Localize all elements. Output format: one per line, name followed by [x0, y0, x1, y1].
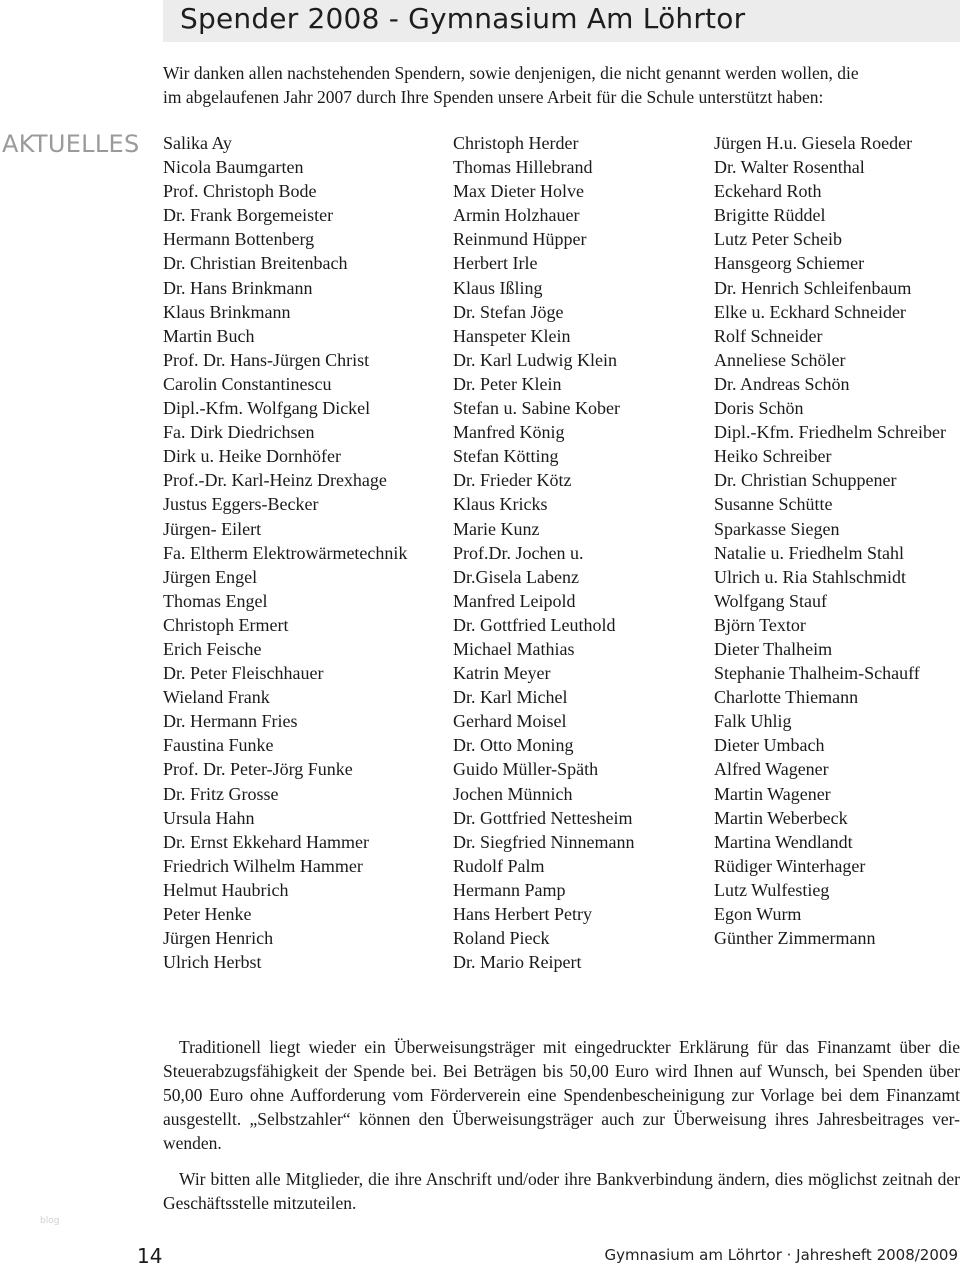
- donor-name: Hermann Bottenberg: [163, 229, 315, 250]
- donor-name: Stefan Kötting: [453, 446, 559, 467]
- donor-name: Prof.-Dr. Karl-Heinz Drexhage: [163, 470, 387, 491]
- donor-column-3: [714, 131, 960, 950]
- donor-name: Hans Herbert Petry: [453, 904, 592, 924]
- donor-name: Dipl.-Kfm. Friedhelm Schreiber: [714, 422, 946, 443]
- intro-text: [163, 61, 960, 109]
- donor-name: Anneliese Schöler: [714, 349, 846, 370]
- donor-name: Erich Feische: [163, 638, 262, 659]
- section-label: AKTUELLES: [2, 130, 140, 158]
- donor-name: Katrin Meyer: [453, 663, 551, 684]
- intro-line: Wir danken allen nachstehenden Spendern, sowie denjenigen, die nicht genannt werden wollen, die: [163, 63, 859, 83]
- donor-name: Elke u. Eckhard Schneider: [714, 301, 906, 322]
- donor-name: Jürgen Henrich: [163, 928, 274, 949]
- donor-name: Rolf Schneider: [714, 325, 823, 346]
- donor-name: Martin Weberbeck: [714, 807, 848, 828]
- donor-name: Natalie u. Friedhelm Stahl: [714, 542, 904, 563]
- donor-name: Marie Kunz: [453, 518, 540, 539]
- donor-name: Dr. Andreas Schön: [714, 373, 850, 394]
- donor-name: Dr. Peter Fleischhauer: [163, 663, 324, 684]
- donor-name: Hermann Pamp: [453, 879, 566, 900]
- donor-name: Friedrich Wilhelm Hammer: [163, 855, 363, 876]
- donor-name: Prof. Dr. Hans-Jürgen Christ: [163, 349, 370, 370]
- donor-name: Martina Wendlandt: [714, 831, 853, 852]
- donor-name: Doris Schön: [714, 398, 804, 419]
- note-line: Geschäftsstelle mitzuteilen.: [163, 1193, 357, 1213]
- donor-name: Hanspeter Klein: [453, 325, 571, 346]
- donor-name: Björn Textor: [714, 614, 806, 635]
- donor-name: Michael Mathias: [453, 638, 575, 659]
- donor-name: Charlotte Thiemann: [714, 687, 859, 708]
- donor-name: Dipl.-Kfm. Wolfgang Dickel: [163, 398, 371, 419]
- donor-name: Faustina Funke: [163, 735, 274, 756]
- donor-name: Gerhard Moisel: [453, 711, 567, 732]
- donor-name: Max Dieter Holve: [453, 181, 584, 202]
- donor-name: Alfred Wagener: [714, 759, 829, 780]
- footer-text: Gymnasium am Löhrtor · Jahresheft 2008/2009: [604, 1246, 958, 1264]
- donor-name: Dr. Ernst Ekkehard Hammer: [163, 831, 369, 852]
- donor-name: Manfred König: [453, 422, 565, 443]
- note-line: Steuerabzugsfähigkeit der Spende bei. Bei Beträgen bis 50,00 Euro wird Ihnen auf Wunsch, bei Spenden über: [163, 1061, 960, 1081]
- note-line: wenden.: [163, 1133, 222, 1153]
- donor-name: Roland Pieck: [453, 928, 550, 949]
- donor-name: Ursula Hahn: [163, 807, 255, 828]
- donor-name: Christoph Herder: [453, 133, 579, 153]
- donor-name: Dr. Karl Michel: [453, 687, 568, 708]
- donor-name: Dr. Hermann Fries: [163, 711, 298, 732]
- donor-name: Manfred Leipold: [453, 590, 576, 611]
- note-line: Wir bitten alle Mitglieder, die ihre Anschrift und/oder ihre Bankverbindung ändern, dies möglichst zeitnah der: [179, 1169, 960, 1189]
- donor-name: Ulrich Herbst: [163, 952, 262, 973]
- donor-name: Klaus Kricks: [453, 494, 548, 515]
- page-number: 14: [137, 1244, 163, 1268]
- donor-name: Martin Buch: [163, 325, 255, 346]
- donor-name: Wolfgang Stauf: [714, 590, 828, 611]
- donor-name: Wieland Frank: [163, 687, 270, 708]
- donor-name: Guido Müller-Späth: [453, 759, 599, 780]
- donor-name: Jürgen- Eilert: [163, 518, 262, 539]
- donor-name: Dr. Stefan Jöge: [453, 301, 564, 322]
- donor-name: Thomas Hillebrand: [453, 157, 593, 178]
- donor-name: Ulrich u. Ria Stahlschmidt: [714, 566, 906, 587]
- donor-name: Dr.Gisela Labenz: [453, 566, 579, 587]
- donor-name: Thomas Engel: [163, 590, 268, 611]
- donor-name: Dr. Frieder Kötz: [453, 470, 572, 491]
- donor-name: Prof. Christoph Bode: [163, 181, 317, 202]
- donor-name: Martin Wagener: [714, 783, 831, 804]
- donor-name: Fa. Eltherm Elektrowärmetechnik: [163, 542, 408, 563]
- note-line: Traditionell liegt wieder ein Überweisungsträger mit eingedruckter Erklärung für das Finanzamt über die: [179, 1037, 960, 1057]
- watermark: blog: [40, 1216, 60, 1226]
- donor-name: Klaus Ißling: [453, 277, 543, 298]
- donor-name: Heiko Schreiber: [714, 446, 832, 467]
- donor-name: Susanne Schütte: [714, 494, 833, 515]
- donor-name: Klaus Brinkmann: [163, 301, 291, 322]
- donor-name: Helmut Haubrich: [163, 879, 289, 900]
- donor-name: Dr. Gottfried Nettesheim: [453, 807, 633, 828]
- donor-name: Prof.Dr. Jochen u.: [453, 542, 584, 563]
- donor-column-2: [453, 131, 708, 974]
- donor-name: Herbert Irle: [453, 253, 538, 274]
- donor-name: Peter Henke: [163, 904, 252, 924]
- donor-name: Dr. Otto Moning: [453, 735, 574, 756]
- transfer-note-paragraph: [163, 1035, 960, 1155]
- donor-name: Jochen Münnich: [453, 783, 573, 804]
- donor-name: Nicola Baumgarten: [163, 157, 304, 178]
- donor-name: Dr. Peter Klein: [453, 373, 562, 394]
- donor-name: Günther Zimmermann: [714, 928, 876, 949]
- donor-name: Eckehard Roth: [714, 181, 822, 202]
- donor-name: Jürgen Engel: [163, 566, 258, 587]
- donor-name: Dr. Mario Reipert: [453, 952, 582, 973]
- donor-name: Jürgen H.u. Giesela Roeder: [714, 133, 913, 153]
- donor-name: Armin Holzhauer: [453, 205, 580, 226]
- donor-name: Dr. Christian Schuppener: [714, 470, 897, 491]
- donor-name: Brigitte Rüddel: [714, 205, 826, 226]
- donor-name: Rüdiger Winterhager: [714, 855, 866, 876]
- donor-name: Dr. Frank Borgemeister: [163, 205, 334, 226]
- donor-name: Dr. Walter Rosenthal: [714, 157, 865, 178]
- donor-name: Dr. Henrich Schleifenbaum: [714, 277, 912, 298]
- donor-name: Dr. Hans Brinkmann: [163, 277, 313, 298]
- address-change-paragraph: [163, 1167, 960, 1215]
- donor-name: Rudolf Palm: [453, 855, 545, 876]
- donor-name: Carolin Constantinescu: [163, 373, 332, 394]
- intro-line: im abgelaufenen Jahr 2007 durch Ihre Spenden unsere Arbeit für die Schule unterstützt haben:: [163, 87, 824, 107]
- page-title: Spender 2008 - Gymnasium Am Löhrtor: [180, 2, 746, 35]
- donor-name: Dr. Fritz Grosse: [163, 783, 279, 804]
- donor-name: Stephanie Thalheim-Schauff: [714, 663, 920, 684]
- donor-name: Justus Eggers-Becker: [163, 494, 319, 515]
- donor-name: Sparkasse Siegen: [714, 518, 840, 539]
- donor-column-1: [163, 131, 448, 974]
- donor-name: Stefan u. Sabine Kober: [453, 398, 620, 419]
- donor-name: Fa. Dirk Diedrichsen: [163, 422, 315, 443]
- donor-name: Falk Uhlig: [714, 711, 792, 732]
- donor-name: Lutz Wulfestieg: [714, 879, 830, 900]
- note-line: 50,00 Euro ohne Aufforderung vom Förderverein eine Spendenbescheinigung zur Vorlage bei dem Finanzamt: [163, 1085, 960, 1105]
- donor-name: Salika Ay: [163, 133, 232, 153]
- donor-name: Reinmund Hüpper: [453, 229, 587, 250]
- donor-name: Dieter Thalheim: [714, 638, 833, 659]
- donor-name: Dieter Umbach: [714, 735, 825, 756]
- donor-name: Prof. Dr. Peter-Jörg Funke: [163, 759, 353, 780]
- donor-name: Dr. Karl Ludwig Klein: [453, 349, 617, 370]
- donor-name: Hansgeorg Schiemer: [714, 253, 865, 274]
- note-line: ausgestellt. „Selbstzahler“ können den Überweisungsträger auch zur Überweisung ihres Jahresbeitrages ver-: [163, 1109, 960, 1129]
- donor-name: Egon Wurm: [714, 904, 802, 924]
- donor-name: Dr. Christian Breitenbach: [163, 253, 348, 274]
- donor-name: Lutz Peter Scheib: [714, 229, 842, 250]
- donor-name: Dr. Siegfried Ninnemann: [453, 831, 635, 852]
- donor-name: Dr. Gottfried Leuthold: [453, 614, 616, 635]
- donor-name: Christoph Ermert: [163, 614, 289, 635]
- donor-name: Dirk u. Heike Dornhöfer: [163, 446, 341, 467]
